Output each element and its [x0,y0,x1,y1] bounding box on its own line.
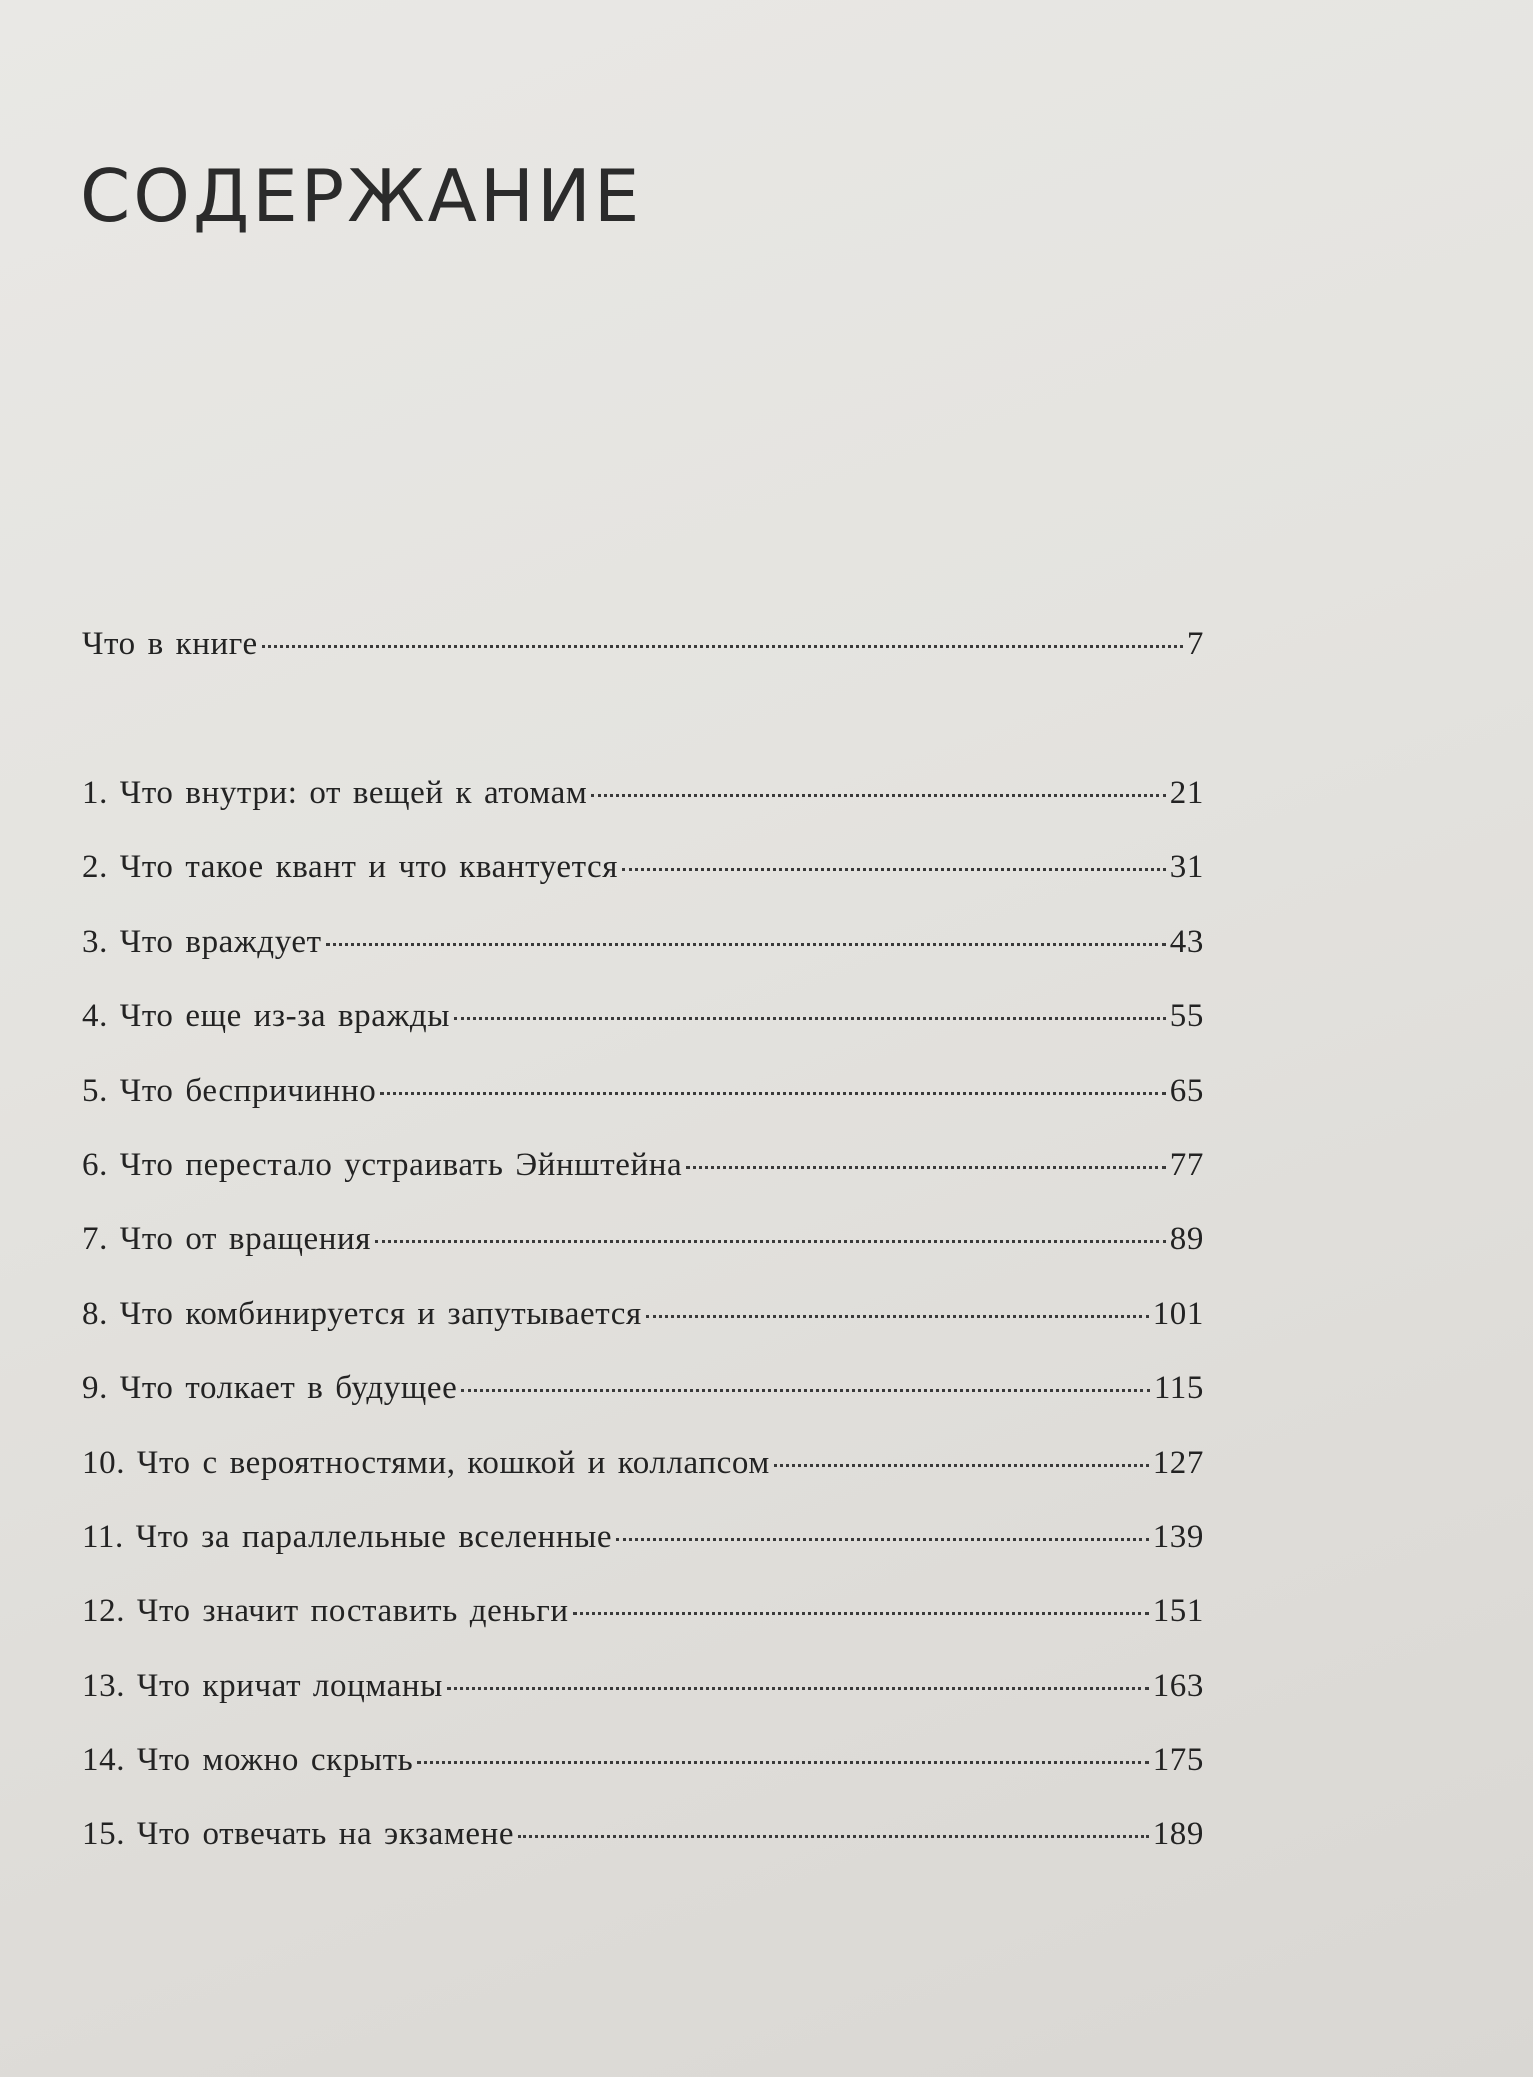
toc-intro [82,626,1204,700]
toc-page-number: 101 [1152,1295,1204,1332]
toc-entry-label: 11. Что за параллельные вселенные [82,1518,613,1555]
toc-entry-label: 2. Что такое квант и что квантуется [82,849,619,886]
toc-dot-leader [417,1761,1148,1764]
toc-page-number: 127 [1152,1444,1204,1481]
toc-entry-label: 6. Что перестало устраивать Эйнштейна [82,1146,683,1183]
toc-entry-chapter-15[interactable] [82,1816,1204,1890]
toc-dot-leader [454,1017,1166,1020]
toc-dot-leader [375,1240,1166,1243]
toc-entry-label: Что в книге [82,626,258,662]
toc-page-number: 115 [1153,1370,1204,1407]
toc-dot-leader [380,1092,1165,1095]
toc-entry-label: 15. Что отвечать на экзамене [82,1816,515,1853]
toc-entry-chapter-3[interactable] [82,924,1204,998]
toc-page-number: 21 [1169,775,1204,811]
toc-page-number: 151 [1152,1593,1204,1630]
toc-entry-chapter-8[interactable] [82,1296,1204,1370]
toc-entry-chapter-12[interactable] [82,1593,1204,1667]
toc-dot-leader [774,1464,1149,1467]
toc-entry-chapter-7[interactable] [82,1221,1204,1295]
toc-entry-label: 14. Что можно скрыть [82,1742,414,1779]
toc-dot-leader [461,1389,1150,1392]
toc-entry-chapter-13[interactable] [82,1668,1204,1742]
toc-entry-label: 3. Что враждует [82,923,322,960]
toc-entry-chapter-4[interactable] [82,998,1204,1072]
toc-page-number: 7 [1186,626,1204,662]
toc-entry-label: 8. Что комбинируется и запутывается [82,1295,642,1332]
toc-entry-intro[interactable] [82,626,1204,700]
toc-entry-chapter-5[interactable] [82,1073,1204,1147]
toc-dot-leader [591,794,1165,797]
toc-page-number: 43 [1169,923,1204,960]
toc-entry-chapter-14[interactable] [82,1742,1204,1816]
toc-dot-leader [262,645,1183,648]
toc-entry-chapter-2[interactable] [82,849,1204,923]
toc-entry-label: 7. Что от вращения [82,1221,372,1258]
toc-entry-label: 10. Что с вероятностями, кошкой и коллапсом [82,1444,770,1481]
toc-page-number: 65 [1169,1072,1204,1109]
toc-page-number: 55 [1169,998,1204,1035]
toc-page-number: 175 [1152,1742,1204,1779]
toc-entry-label: 1. Что внутри: от вещей к атомам [82,775,588,811]
toc-entry-label: 13. Что кричат лоцманы [82,1667,443,1704]
toc-page-number: 139 [1152,1518,1204,1555]
toc-entry-chapter-9[interactable] [82,1370,1204,1444]
toc-entry-chapter-1[interactable] [82,775,1204,849]
toc-entry-chapter-6[interactable] [82,1147,1204,1221]
toc-entry-label: 5. Что беспричинно [82,1072,377,1109]
toc-entry-label: 12. Что значит поставить деньги [82,1593,569,1630]
page-title: СОДЕРЖАНИЕ [80,154,643,238]
toc-page-number: 77 [1169,1146,1204,1183]
toc-page-number: 31 [1169,849,1204,886]
toc-page-number: 189 [1152,1816,1204,1853]
toc-entry-chapter-11[interactable] [82,1519,1204,1593]
toc-dot-leader [616,1538,1149,1541]
toc-entry-label: 9. Что толкает в будущее [82,1370,458,1407]
toc-entry-chapter-10[interactable] [82,1445,1204,1519]
toc-dot-leader [646,1315,1149,1318]
toc-dot-leader [326,943,1166,946]
toc-chapter-list [82,775,1204,1891]
toc-page-number: 89 [1169,1221,1204,1258]
toc-dot-leader [447,1687,1149,1690]
toc-dot-leader [573,1612,1149,1615]
toc-dot-leader [686,1166,1166,1169]
toc-page-number: 163 [1152,1667,1204,1704]
toc-entry-label: 4. Что еще из-за вражды [82,998,451,1035]
toc-dot-leader [518,1835,1149,1838]
toc-dot-leader [622,868,1166,871]
